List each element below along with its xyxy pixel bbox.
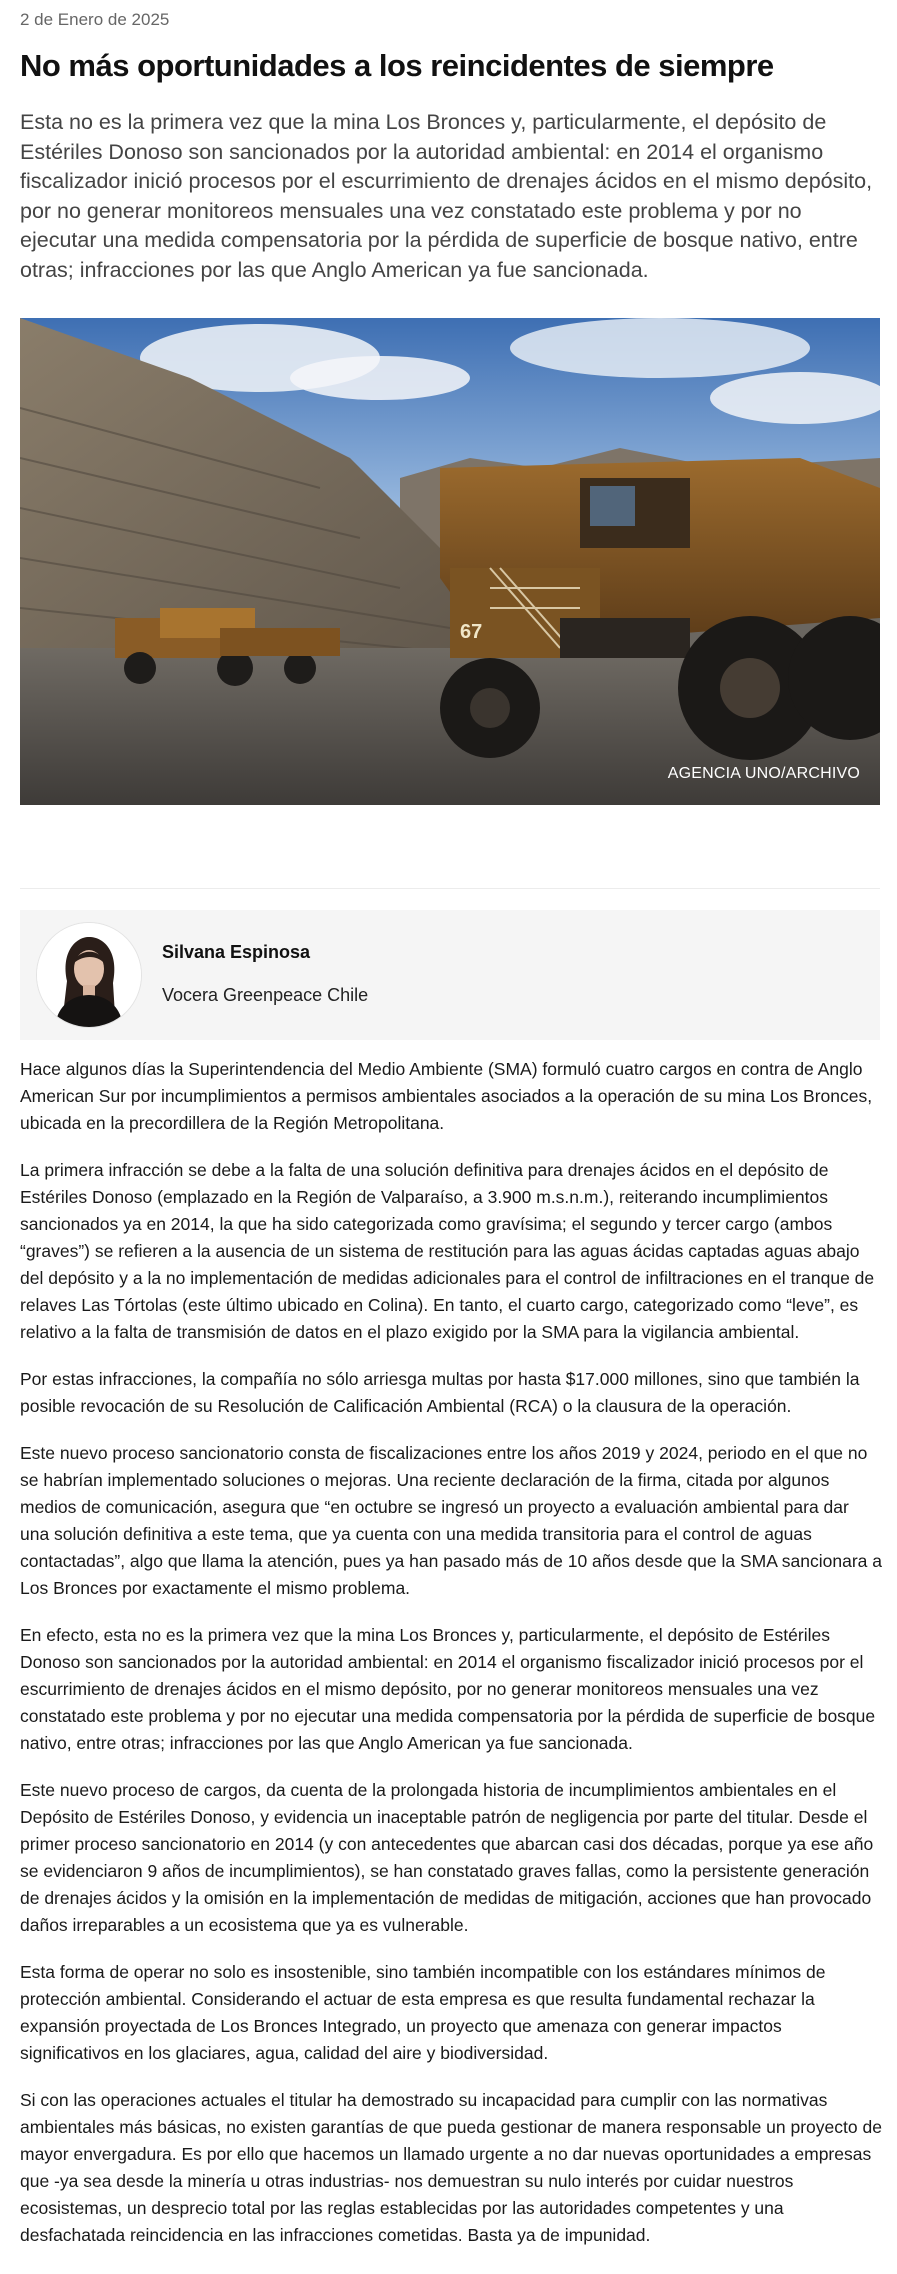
avatar bbox=[36, 922, 142, 1028]
article-photo bbox=[20, 318, 880, 805]
body-paragraph: Por estas infracciones, la compañía no sólo arriesga multas por hasta $17.000 millones, sino que también la posible revocación de su Resolución de Calificación Ambiental (RCA) o la clausura de la operación. bbox=[20, 1369, 860, 1416]
section-divider bbox=[20, 888, 880, 889]
author-card bbox=[20, 910, 880, 1040]
body-paragraph: Este nuevo proceso sancionatorio consta de fiscalizaciones entre los años 2019 y 2024, periodo en el que no se habrían implementado soluciones o mejoras. Una reciente declaración de la firma, citada por algunos medios de comunicación, asegura que “en octubre se ingresó un proyecto a evaluación ambiental para dar una solución definitiva a este tema, que ya cuenta con una medida transitoria para el control de aguas contactadas”, algo que llama la atención, pues ya han pasado más de 10 años desde que la SMA sancionara a Los Bronces por exactamente el mismo problema. bbox=[20, 1443, 882, 1598]
body-paragraph: Hace algunos días la Superintendencia del Medio Ambiente (SMA) formuló cuatro cargos en contra de Anglo American Sur por incumplimientos a permisos ambientales asociados a la operación de su mina Los Bronces, ubicada en la precordillera de la Región Metropolitana. bbox=[20, 1059, 873, 1133]
body-paragraph: La primera infracción se debe a la falta de una solución definitiva para drenajes ácidos en el depósito de Estériles Donoso (emplazado en la Región de Valparaíso, a 3.900 m.s.n.m.), reiterando incumplimientos sancionados ya en 2014, la que ha sido categorizada como gravísima; el segundo y tercer cargo (ambos “graves”) se refieren a la ausencia de un sistema de restitución para las aguas ácidas captadas aguas abajo del depósito y a la no implementación de medidas adicionales para el control de infiltraciones en el tranque de relaves Las Tórtolas (este último ubicado en Colina). En tanto, el cuarto cargo, categorizado como “leve”, es relativo a la falta de transmisión de datos en el plazo exigido por la SMA para la vigilancia ambiental. bbox=[20, 1160, 875, 1342]
body-paragraph: Si con las operaciones actuales el titular ha demostrado su incapacidad para cumplir con las normativas ambientales más básicas, no existen garantías de que pueda gestionar de manera responsable un proyecto de mayor envergadura. Es por ello que hacemos un llamado urgente a no dar nuevas oportunidades a empresas que -ya sea desde la minería u otras industrias- nos demuestran su nulo interés por cuidar nuestros ecosistemas, un desprecio total por las reglas establecidas por las autoridades competentes y una desfachatada reincidencia en las infracciones cometidas. Basta ya de impunidad. bbox=[20, 2090, 882, 2245]
truck-number: 67 bbox=[460, 621, 483, 643]
article-date: 2 de Enero de 2025 bbox=[20, 10, 170, 29]
body-paragraph: Este nuevo proceso de cargos, da cuenta de la prolongada historia de incumplimientos ambientales en el Depósito de Estériles Donoso, y evidencia un inaceptable patrón de negligencia por parte del titular. Desde el primer proceso sancionatorio en 2014 (y con antecedentes que abarcan casi dos décadas, porque ya ese año se evidenciaron 9 años de incumplimientos), se han constatado graves fallas, como la persistente generación de drenajes ácidos y la omisión en la implementación de medidas de mitigación, acciones que han provocado daños irreparables a un ecosistema que ya es vulnerable. bbox=[20, 1780, 874, 1935]
article-body bbox=[20, 1056, 882, 2269]
photo-credit: AGENCIA UNO/ARCHIVO bbox=[667, 765, 860, 782]
article-title: No más oportunidades a los reincidentes de siempre bbox=[20, 48, 774, 83]
author-role: Vocera Greenpeace Chile bbox=[162, 985, 369, 1005]
article-lead: Esta no es la primera vez que la mina Los Bronces y, particularmente, el depósito de Estériles Donoso son sancionados por la autoridad ambiental: en 2014 el organismo fiscalizador inició procesos por el escurrimiento de drenajes ácidos en el mismo depósito, por no generar monitoreos mensuales una vez constatado este problema y por no ejecutar una medida compensatoria por la pérdida de superficie de bosque nativo, entre otras; infracciones por las que Anglo American ya fue sancionada. bbox=[20, 110, 873, 282]
author-portrait-icon bbox=[37, 923, 141, 1027]
body-paragraph: En efecto, esta no es la primera vez que la mina Los Bronces y, particularmente, el depósito de Estériles Donoso son sancionados por la autoridad ambiental: en 2014 el organismo fiscalizador inició procesos por el escurrimiento de drenajes ácidos en el mismo depósito, por no generar monitoreos mensuales una vez constatado este problema y por no ejecutar una medida compensatoria por la pérdida de superficie de bosque nativo, entre otras; infracciones por las que Anglo American ya fue sancionada. bbox=[20, 1625, 876, 1753]
mining-trucks-image bbox=[20, 318, 880, 805]
author-name: Silvana Espinosa bbox=[162, 942, 311, 962]
body-paragraph: Esta forma de operar no solo es insostenible, sino también incompatible con los estándares mínimos de protección ambiental. Considerando el actuar de esta empresa es que resulta fundamental rechazar la expansión proyectada de Los Bronces Integrado, un proyecto que amenaza con generar impactos significativos en los glaciares, agua, calidad del aire y biodiversidad. bbox=[20, 1962, 826, 2063]
